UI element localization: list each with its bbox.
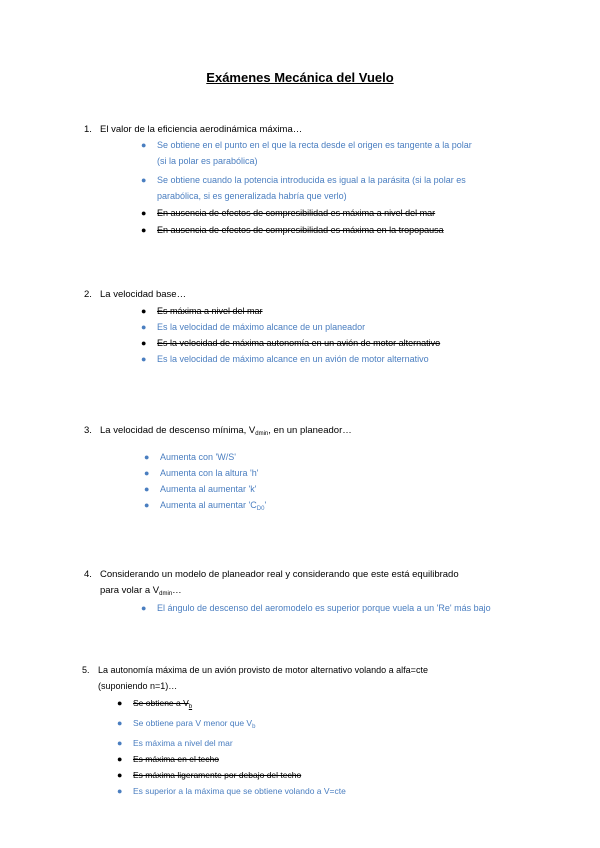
- bullet-icon: ●: [117, 698, 123, 708]
- option-text-cont: (si la polar es parabólica): [157, 156, 258, 166]
- question-number: 4.: [84, 569, 92, 580]
- bullet-icon: ●: [141, 338, 147, 348]
- option-text: Es máxima ligeramente por debajo del techo: [133, 770, 302, 780]
- option-text: Es máxima en el techo: [133, 754, 219, 764]
- bullet-icon: ●: [117, 770, 123, 780]
- question-text: La velocidad base…: [100, 289, 187, 300]
- bullet-icon: ●: [144, 484, 150, 494]
- question-text: El valor de la eficiencia aerodinámica máxima…: [100, 124, 303, 135]
- bullet-icon: ●: [141, 225, 147, 235]
- bullet-icon: ●: [141, 322, 147, 332]
- question-3-options: [144, 449, 564, 517]
- option-text: Aumenta al aumentar '$C_{D0}$': [160, 500, 267, 512]
- bullet-icon: ●: [144, 468, 150, 478]
- option-text: Es la velocidad de máxima autonomía en un avión de motor alternativo: [157, 338, 441, 348]
- bullet-icon: ●: [144, 452, 150, 462]
- option-text: En ausencia de efectos de compresibilidad es máxima en la tropopausa: [157, 225, 444, 235]
- question-text: La velocidad de descenso mínima, $V_{dmin}$, en un planeador…: [100, 425, 352, 437]
- bullet-icon: ●: [117, 738, 123, 748]
- question-5-options: [117, 695, 537, 799]
- option-item-struck: [141, 205, 561, 221]
- option-item-struck: [141, 303, 561, 319]
- question-text: Considerando un modelo de planeador real y considerando que este está equilibrado: [100, 569, 459, 580]
- option-item: [141, 319, 561, 335]
- option-item-struck: [117, 695, 537, 715]
- option-text: Se obtiene a $V_b$: [133, 698, 193, 710]
- option-text: Es la velocidad de máximo alcance de un planeador: [157, 322, 366, 332]
- bullet-icon: ●: [141, 175, 147, 185]
- bullet-icon: ●: [141, 306, 147, 316]
- bullet-icon: ●: [141, 354, 147, 364]
- option-text: Es máxima a nivel del mar: [157, 306, 263, 316]
- question-1-options: [141, 137, 561, 238]
- option-item-struck: [117, 767, 537, 783]
- option-item: [117, 715, 537, 735]
- option-text: Aumenta con 'W/S': [160, 452, 236, 462]
- question-number: 1.: [84, 124, 92, 135]
- bullet-icon: ●: [144, 500, 150, 510]
- bullet-icon: ●: [141, 140, 147, 150]
- question-1: [84, 122, 564, 138]
- option-item-struck: [117, 751, 537, 767]
- bullet-icon: ●: [117, 754, 123, 764]
- question-2: [84, 287, 564, 303]
- option-item: [141, 600, 581, 616]
- option-text: Se obtiene en el punto en el que la recta desde el origen es tangente a la polar: [157, 140, 472, 150]
- bullet-icon: ●: [117, 718, 123, 728]
- question-text-cont: para volar a $V_{dmin}\dots$: [100, 585, 182, 597]
- page-title: Exámenes Mecánica del Vuelo: [206, 70, 394, 85]
- option-item: [117, 783, 537, 799]
- question-2-options: [141, 303, 561, 367]
- option-text: En ausencia de efectos de compresibilidad es máxima a nivel del mar: [157, 208, 436, 218]
- option-item-struck: [141, 222, 561, 238]
- question-3: [84, 423, 564, 439]
- question-number: 3.: [84, 425, 92, 436]
- option-item: [144, 449, 564, 465]
- option-text: Es superior a la máxima que se obtiene volando a V=cte: [133, 786, 346, 796]
- option-text: Se obtiene cuando la potencia introducida es igual a la parásita (si la polar es: [157, 175, 466, 185]
- option-text: Es máxima a nivel del mar: [133, 738, 233, 748]
- bullet-icon: ●: [117, 786, 123, 796]
- option-item: [141, 351, 561, 367]
- option-text: Es la velocidad de máximo alcance en un avión de motor alternativo: [157, 354, 429, 364]
- option-text: El ángulo de descenso del aeromodelo es superior porque vuela a un 'Re' más bajo: [157, 603, 491, 613]
- option-text: Se obtiene para V menor que $V_b$: [133, 718, 256, 730]
- option-text-cont: parabólica, si es generalizada habría que verlo): [157, 191, 347, 201]
- question-4-options: [141, 600, 581, 616]
- bullet-icon: ●: [141, 603, 147, 613]
- question-4: [84, 567, 564, 599]
- option-item: [117, 735, 537, 751]
- question-text: La autonomía máxima de un avión provisto de motor alternativo volando a alfa=cte: [98, 665, 428, 675]
- option-item: [144, 481, 564, 497]
- option-item: [144, 497, 564, 517]
- option-item-struck: [141, 335, 561, 351]
- question-number: 2.: [84, 289, 92, 300]
- bullet-icon: ●: [141, 208, 147, 218]
- option-text: Aumenta al aumentar 'k': [160, 484, 257, 494]
- question-5: [82, 663, 562, 695]
- option-text: Aumenta con la altura 'h': [160, 468, 259, 478]
- question-number: 5.: [82, 665, 90, 675]
- option-item: [144, 465, 564, 481]
- question-text-cont: (suponiendo n=1)…: [98, 681, 178, 691]
- option-item: [141, 172, 561, 204]
- option-item: [141, 137, 561, 169]
